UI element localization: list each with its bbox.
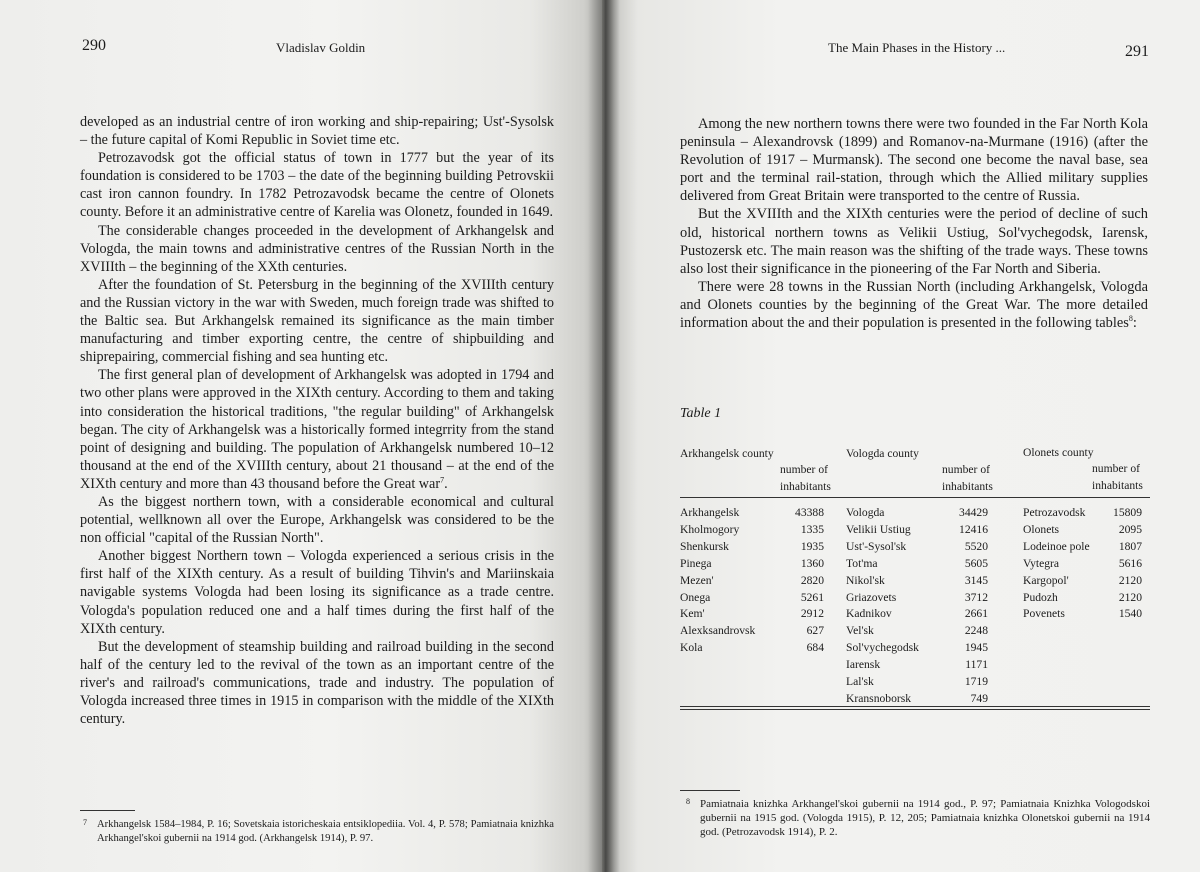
footnote [83,818,554,845]
column-header-vologda: Vologda county [846,447,919,460]
body-text [80,113,554,728]
table-row [680,624,1150,641]
olonets-count-cell: 2120 [1118,590,1142,604]
vologda-count-cell: 12416 [959,522,988,536]
footnote-text: Pamiatnaia knizhka Arkhangel'skoi gubernii na 1914 god., P. 97; Pamiatnaia Knizhka Vologodskoi gubernii na 1915 god. (Vologda 1915), P. 12, 205; Pamiatnaia knizhka Olonetskoi gubernii na 1914 god. (Petrozavodsk 1914), P. 2. [700,798,1150,839]
table-row [680,641,1150,658]
arkhangelsk-town-cell: Onega [680,590,711,604]
vologda-town-cell: Nikol'sk [846,573,885,587]
vologda-town-cell: Griazovets [846,590,897,604]
vologda-count-cell: 2248 [964,624,988,638]
arkhangelsk-count-cell: 43388 [795,506,824,519]
paragraph [680,278,1148,332]
paragraph-text: The first general plan of development of Arkhangelsk was adopted in 1794 and two other plans were approved in the XIXth century. According to them and taking into consideration the historical traditions, "the regular building" of Arkhangelsk began. The city of Arkhangelsk was a historically formed integrrity from the stand point of designing and building. The population of Arkhangelsk numbered 10–12 thousand at the end of the XVIIIth century, about 21 thousand – at the end of the XIXth century and more than 43 thousand before the Great war [80,367,554,492]
table-row [680,574,1150,591]
olonets-town-cell: Petrozavodsk [1023,506,1086,519]
olonets-count-cell: 2120 [1118,573,1142,587]
table-row [680,557,1150,574]
paragraph: Another biggest Northern town – Vologda experienced a serious crisis in the first half of the XIXth century. As a result of building Tihvin's and Mariinskaia navigable systems Vologda had been losing its significance as a trade centre. Vologda's population reduced one and a half times during the first half of the XIXth century. [80,548,554,637]
column-header-olonets: Olonets county [1023,446,1094,459]
table-row [680,506,1150,523]
footnote-mark: 7 [83,818,87,827]
column-header-arkhangelsk: Arkhangelsk county [680,447,774,460]
right-page [602,0,1200,872]
arkhangelsk-count-cell: 2912 [800,607,824,621]
table-caption: Table 1 [680,406,722,421]
paragraph: But the development of steamship building and railroad building in the second half of the century led to the revival of the town as an important centre of the river's and railroad's communications, trade and industry. The population of Vologda increased three times in 1915 in comparison with the middle of the XIXth century. [80,638,554,728]
vologda-town-cell: Tot'ma [846,556,878,570]
paragraph: The considerable changes proceeded in the development of Arkhangelsk and Vologda, the main towns and administrative centres of the Russian North in the XVIIIth – the beginning of the XXth centuries. [80,222,554,275]
paragraph: But the XVIIIth and the XIXth centuries were the period of decline of such old, historical northern towns as Velikii Ustiug, Sol'vychegodsk, Iarensk, Pustozersk etc. The main reason was the shifting of the trade ways. These towns also lost their significance in the pioneering of the Far North and Siberia. [680,206,1148,277]
paragraph: Among the new northern towns there were two founded in the Far North Kola peninsula – Alexandrovsk (1899) and Romanov-na-Murmane (1916) (after the Revolution of 1917 – Murmansk). The second one become the naval base, sea port and the terminal rail-station, through which the Allied military supplies delivered from Great Britain were transported to the centre of Russia. [680,116,1148,205]
vologda-count-cell: 3145 [964,573,988,587]
footnote-ref: 8 [1128,314,1133,324]
vologda-count-cell: 5605 [964,556,988,570]
vologda-count-cell: 5520 [964,539,988,553]
vologda-count-cell: 1171 [965,658,988,672]
arkhangelsk-count-cell: 627 [806,624,824,638]
vologda-town-cell: Vel'sk [846,624,874,638]
vologda-town-cell: Ust'-Sysol'sk [846,539,907,553]
paragraph: As the biggest northern town, with a considerable economical and cultural potential, wellknown all over the Europe, Arkhangelsk was considered to be the non official "capital of the Russian North". [80,493,554,547]
table-rule [680,709,1150,710]
column-subheader: number of [780,463,828,476]
arkhangelsk-town-cell: Kola [680,641,703,655]
olonets-count-cell: 15809 [1113,506,1142,519]
arkhangelsk-town-cell: Alexksandrovsk [680,624,756,638]
vologda-count-cell: 34429 [959,506,988,519]
footnote-ref: 7 [440,475,445,485]
vologda-count-cell: 749 [970,691,988,705]
olonets-count-cell: 5616 [1118,556,1142,570]
olonets-town-cell: Olonets [1023,522,1060,536]
vologda-count-cell: 2661 [964,607,988,621]
vologda-town-cell: Iarensk [846,658,881,672]
vologda-count-cell: 1719 [964,675,988,688]
table-rule [680,706,1150,707]
vologda-count-cell: 3712 [964,590,988,604]
olonets-town-cell: Lodeinoe pole [1023,539,1090,553]
arkhangelsk-count-cell: 2820 [800,573,824,587]
olonets-count-cell: 2095 [1118,522,1142,536]
page-number: 291 [1125,43,1149,60]
running-head: Vladislav Goldin [276,40,366,55]
table-row [680,523,1150,540]
arkhangelsk-town-cell: Pinega [680,556,712,570]
table-row [680,540,1150,557]
olonets-town-cell: Povenets [1023,607,1065,621]
column-subheader: inhabitants [780,480,831,493]
paragraph: After the foundation of St. Petersburg in the beginning of the XVIIIth century and the Russian victory in the war with Sweden, much foreign trade was shifted to the Baltic sea. But Arkhangelsk remained its significance as the main timber manufacturing and timber exporting centre, the centre of shipbuilding and shiprepairing, commercial fishing and sea hunting etc. [80,276,554,366]
table-row [680,607,1150,624]
footnote [686,797,1150,840]
footnote-rule [680,790,740,791]
column-subheader: inhabitants [1092,479,1143,492]
page-number: 290 [82,37,106,54]
vologda-town-cell: Kadnikov [846,607,892,621]
olonets-town-cell: Vytegra [1023,556,1060,570]
paragraph-end: : [1132,315,1137,332]
vologda-count-cell: 1945 [964,641,988,655]
paragraph: Petrozavodsk got the official status of town in 1777 but the year of its foundation is considered to be 1703 – the date of the beginning building Petrovskii cast iron cannon foundry. In 1782 Petrozavodsk became the centre of Olonets county. Before it an administrative centre of Karelia was Olonetz, founded in 1649. [80,150,554,221]
arkhangelsk-count-cell: 1360 [800,556,824,570]
table-row [680,675,1150,692]
vologda-town-cell: Vologda [846,506,885,519]
column-subheader: number of [942,463,990,476]
arkhangelsk-town-cell: Kem' [680,607,705,621]
arkhangelsk-town-cell: Kholmogory [680,522,740,536]
table-row [680,591,1150,608]
footnote-mark: 8 [686,797,690,806]
body-text [680,115,1148,332]
vologda-town-cell: Sol'vychegodsk [846,641,919,655]
arkhangelsk-count-cell: 1935 [800,539,824,553]
column-subheader: inhabitants [942,480,993,493]
paragraph: developed as an industrial centre of iron working and ship-repairing; Ust'-Sysolsk – the future capital of Komi Republic in Soviet time etc. [80,114,554,149]
footnote-rule [80,810,135,811]
olonets-count-cell: 1807 [1118,539,1142,553]
running-head: The Main Phases in the History ... [828,40,1006,55]
olonets-town-cell: Kargopol' [1023,573,1069,587]
vologda-town-cell: Lal'sk [846,675,874,688]
vologda-town-cell: Velikii Ustiug [846,522,911,536]
footnote-text: Arkhangelsk 1584–1984, P. 16; Sovetskaia istoricheskaia entsiklopediia. Vol. 4, P. 578; Pamiatnaia knizhka Arkhangel'skoi gubernii na 1914 god. (Arkhangelsk 1914), P. 97. [97,819,554,844]
olonets-town-cell: Pudozh [1023,590,1058,604]
arkhangelsk-count-cell: 1335 [800,522,824,536]
vologda-town-cell: Kransnoborsk [846,691,912,705]
arkhangelsk-town-cell: Mezen' [680,573,714,587]
arkhangelsk-town-cell: Arkhangelsk [680,506,740,519]
arkhangelsk-count-cell: 5261 [800,590,824,604]
paragraph-text: There were 28 towns in the Russian North (including Arkhangelsk, Vologda and Olonets counties by the beginning of the Great War. The more detailed information about the and their population is presented in the following tables [680,278,1148,332]
arkhangelsk-count-cell: 684 [806,641,824,655]
table-rule [680,497,1150,498]
table-row [680,658,1150,675]
paragraph: The first general plan of development of Arkhangelsk was adopted in 1794 and two other plans were approved in the XIXth century. According to them and taking into consideration the historical traditions, "the regular building" of Arkhangelsk began. The city of Arkhangelsk was a historically formed integrrity from the stand point of designing and building. The population of Arkhangelsk numbered 10–12 thousand at the end of the XVIIIth century, about 21 thousand – at the end of the XIXth century and more than 43 thousand before the Great war$^7$. [80,367,554,492]
olonets-count-cell: 1540 [1118,607,1142,621]
column-subheader: number of [1092,462,1140,475]
arkhangelsk-town-cell: Shenkursk [680,539,729,553]
